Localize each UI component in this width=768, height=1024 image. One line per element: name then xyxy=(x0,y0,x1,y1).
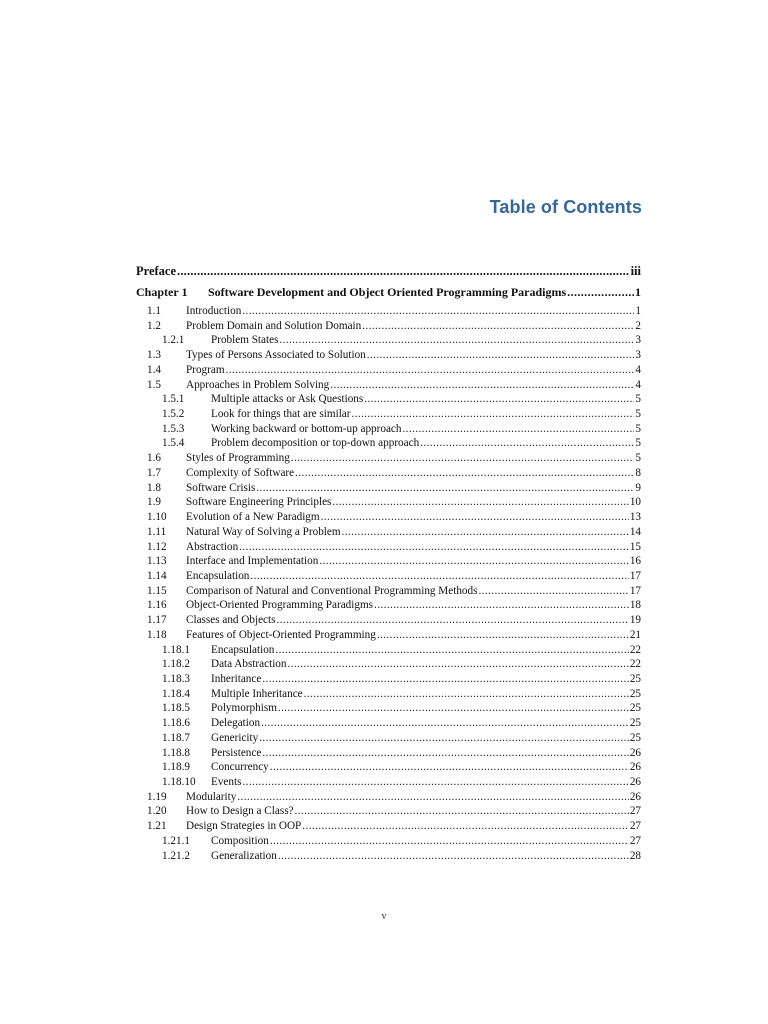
toc-entry[interactable] xyxy=(136,731,641,746)
section-title: Genericity xyxy=(211,731,259,744)
toc-entry[interactable] xyxy=(136,363,641,378)
toc-entry[interactable] xyxy=(136,319,641,334)
section-title: How to Design a Class? xyxy=(186,805,294,818)
section-page: 13 xyxy=(629,511,641,524)
section-page: 3 xyxy=(635,349,641,362)
section-number: 1.20 xyxy=(147,805,167,818)
toc-entry[interactable] xyxy=(136,348,641,363)
section-page: 19 xyxy=(629,614,641,627)
section-title: Polymorphism xyxy=(211,702,277,715)
section-page: 21 xyxy=(629,628,641,641)
section-page: 27 xyxy=(629,820,641,833)
toc-entry[interactable] xyxy=(136,746,641,761)
toc-entry-list xyxy=(136,304,641,863)
chapter-page: 1 xyxy=(635,285,641,299)
preface-page: iii xyxy=(630,264,641,278)
leader-dots xyxy=(291,451,635,466)
section-title: Comparison of Natural and Conventional Programming Methods xyxy=(186,584,478,597)
toc-entry[interactable] xyxy=(136,834,641,849)
section-number: 1.9 xyxy=(147,496,161,509)
section-title: Look for things that are similar xyxy=(211,408,351,421)
section-title: Features of Object-Oriented Programming xyxy=(186,628,376,641)
section-title: Encapsulation xyxy=(211,643,275,656)
section-page: 2 xyxy=(635,319,641,332)
section-title: Events xyxy=(211,776,242,788)
leader-dots xyxy=(250,569,628,584)
toc-entry[interactable] xyxy=(136,628,641,643)
section-number: 1.21.2 xyxy=(162,849,190,862)
leader-dots xyxy=(478,584,628,599)
leader-dots xyxy=(226,363,635,378)
section-title: Generalization xyxy=(211,849,277,862)
toc-entry[interactable] xyxy=(136,819,641,834)
section-page: 25 xyxy=(629,702,641,715)
toc-entry[interactable] xyxy=(136,540,641,555)
toc-entry[interactable] xyxy=(136,392,641,407)
section-page: 25 xyxy=(629,731,641,744)
section-number: 1.5.2 xyxy=(162,408,185,421)
leader-dots xyxy=(261,716,629,731)
leader-dots xyxy=(237,790,628,805)
toc-entry[interactable] xyxy=(136,333,641,348)
section-number: 1.12 xyxy=(147,540,167,553)
leader-dots xyxy=(262,746,628,761)
section-number: 1.15 xyxy=(147,584,167,597)
section-title: Modularity xyxy=(186,790,237,803)
section-title: Inheritance xyxy=(211,672,262,685)
section-page: 5 xyxy=(635,437,641,450)
leader-dots xyxy=(177,260,630,282)
section-number: 1.5.4 xyxy=(162,437,185,450)
section-number: 1.18.3 xyxy=(162,672,190,685)
section-title: Interface and Implementation xyxy=(186,555,319,568)
toc-entry[interactable] xyxy=(136,422,641,437)
leader-dots xyxy=(256,481,634,496)
toc-entry[interactable] xyxy=(136,495,641,510)
section-title: Composition xyxy=(211,834,269,847)
toc-entry[interactable] xyxy=(136,657,641,672)
leader-dots xyxy=(374,598,629,613)
page-number: v xyxy=(381,911,387,922)
section-number: 1.4 xyxy=(147,363,161,376)
section-number: 1.1 xyxy=(147,305,161,317)
section-title: Working backward or bottom-up approach xyxy=(211,422,402,435)
section-number: 1.21 xyxy=(147,820,167,833)
leader-dots xyxy=(352,407,635,422)
section-title: Encapsulation xyxy=(186,569,250,582)
leader-dots xyxy=(402,422,634,437)
section-page: 5 xyxy=(635,408,641,421)
leader-dots xyxy=(319,554,628,569)
section-page: 25 xyxy=(629,672,641,685)
section-number: 1.18.1 xyxy=(162,643,190,656)
section-title: Delegation xyxy=(211,717,261,730)
toc-entry[interactable] xyxy=(136,687,641,702)
leader-dots xyxy=(321,510,629,525)
section-title: Complexity of Software xyxy=(186,466,295,479)
section-number: 1.16 xyxy=(147,599,167,612)
leader-dots xyxy=(304,687,629,702)
leader-dots xyxy=(242,775,628,790)
section-number: 1.17 xyxy=(147,614,167,627)
section-page: 10 xyxy=(629,496,641,509)
section-number: 1.6 xyxy=(147,452,161,465)
section-page: 18 xyxy=(629,599,641,612)
leader-dots xyxy=(278,849,629,864)
section-number: 1.3 xyxy=(147,349,161,362)
section-title: Natural Way of Solving a Problem xyxy=(186,525,341,538)
leader-dots xyxy=(295,466,634,481)
section-number: 1.18.6 xyxy=(162,717,190,730)
section-number: 1.18.7 xyxy=(162,731,190,744)
section-title: Types of Persons Associated to Solution xyxy=(186,349,366,362)
section-number: 1.5 xyxy=(147,378,161,391)
section-title: Object-Oriented Programming Paradigms xyxy=(186,599,374,612)
leader-dots xyxy=(342,525,629,540)
section-page: 26 xyxy=(629,761,641,774)
section-title: Classes and Objects xyxy=(186,614,276,627)
section-page: 14 xyxy=(629,525,641,538)
toc-entry[interactable] xyxy=(136,451,641,466)
leader-dots xyxy=(242,304,634,319)
chapter-number: Chapter 1 xyxy=(136,285,188,299)
section-number: 1.5.1 xyxy=(162,393,185,406)
section-title: Design Strategies in OOP xyxy=(186,820,302,833)
toc-entry-chapter-1[interactable] xyxy=(136,282,641,302)
section-number: 1.2.1 xyxy=(162,334,185,347)
section-page: 4 xyxy=(635,363,641,376)
toc-entry[interactable] xyxy=(136,804,641,819)
section-number: 1.2 xyxy=(147,319,161,332)
section-page: 22 xyxy=(629,643,641,656)
leader-dots xyxy=(279,333,634,348)
section-page: 9 xyxy=(635,481,641,494)
toc-entry[interactable] xyxy=(136,304,641,319)
preface-title: Preface xyxy=(136,264,177,278)
toc-heading: Table of Contents xyxy=(489,197,642,217)
toc-entry[interactable] xyxy=(136,716,641,731)
leader-dots xyxy=(420,436,634,451)
leader-dots xyxy=(295,804,629,819)
section-number: 1.8 xyxy=(147,481,161,494)
section-page: 16 xyxy=(629,555,641,568)
leader-dots xyxy=(270,760,629,775)
toc-entry[interactable] xyxy=(136,407,641,422)
section-number: 1.10 xyxy=(147,511,167,524)
leader-dots xyxy=(364,392,634,407)
leader-dots xyxy=(276,613,628,628)
toc-entry[interactable] xyxy=(136,510,641,525)
section-title: Software Engineering Principles xyxy=(186,496,332,509)
leader-dots xyxy=(278,701,629,716)
toc-entry[interactable] xyxy=(136,569,641,584)
section-page: 15 xyxy=(629,540,641,553)
section-title: Evolution of a New Paradigm xyxy=(186,511,320,524)
toc-entry[interactable] xyxy=(136,584,641,599)
section-number: 1.18 xyxy=(147,628,167,641)
section-page: 17 xyxy=(629,569,641,582)
section-title: Concurrency xyxy=(211,761,269,774)
toc-entry[interactable] xyxy=(136,643,641,658)
leader-dots xyxy=(239,540,629,555)
toc-entry[interactable] xyxy=(136,701,641,716)
toc-entry[interactable] xyxy=(136,525,641,540)
section-page: 22 xyxy=(629,658,641,671)
section-number: 1.18.2 xyxy=(162,658,190,671)
section-number: 1.18.5 xyxy=(162,702,190,715)
section-title: Program xyxy=(186,363,225,376)
toc-entry[interactable] xyxy=(136,672,641,687)
section-title: Problem decomposition or top-down approach xyxy=(211,437,420,450)
section-page: 5 xyxy=(635,393,641,406)
section-number: 1.14 xyxy=(147,569,167,582)
toc-entry[interactable] xyxy=(136,481,641,496)
leader-dots xyxy=(259,731,629,746)
section-title: Software Crisis xyxy=(186,481,256,494)
section-page: 28 xyxy=(629,849,641,862)
section-number: 1.21.1 xyxy=(162,834,190,847)
section-page: 17 xyxy=(629,584,641,597)
section-page: 4 xyxy=(635,378,641,391)
section-title: Data Abstraction xyxy=(211,658,287,671)
section-number: 1.18.4 xyxy=(162,687,190,700)
toc-entry[interactable] xyxy=(136,598,641,613)
section-page: 27 xyxy=(629,834,641,847)
section-number: 1.7 xyxy=(147,466,161,479)
leader-dots xyxy=(330,378,634,393)
toc-entry[interactable] xyxy=(136,760,641,775)
section-page: 26 xyxy=(629,790,641,803)
section-page: 8 xyxy=(635,466,641,479)
toc-entry-preface[interactable] xyxy=(136,260,641,282)
section-number: 1.18.10 xyxy=(162,776,196,788)
toc-entry[interactable] xyxy=(136,554,641,569)
section-title: Multiple attacks or Ask Questions xyxy=(211,393,364,406)
toc-entry[interactable] xyxy=(136,775,641,790)
section-title: Problem Domain and Solution Domain xyxy=(186,319,362,332)
toc-entry[interactable] xyxy=(136,790,641,805)
section-number: 1.5.3 xyxy=(162,422,185,435)
toc-entry[interactable] xyxy=(136,613,641,628)
toc-entry[interactable] xyxy=(136,466,641,481)
toc-entry[interactable] xyxy=(136,849,641,864)
section-title: Persistence xyxy=(211,746,262,759)
section-title: Problem States xyxy=(211,334,279,347)
section-number: 1.13 xyxy=(147,555,167,568)
section-page: 25 xyxy=(629,687,641,700)
section-number: 1.11 xyxy=(147,525,167,538)
leader-dots xyxy=(362,319,634,334)
section-title: Approaches in Problem Solving xyxy=(186,378,330,391)
section-page: 3 xyxy=(635,334,641,347)
section-page: 5 xyxy=(635,422,641,435)
section-title: Styles of Programming xyxy=(186,452,290,465)
section-page: 27 xyxy=(629,805,641,818)
toc-entry[interactable] xyxy=(136,378,641,393)
section-page: 26 xyxy=(629,776,641,788)
section-page: 5 xyxy=(635,452,641,465)
section-number: 1.19 xyxy=(147,790,167,803)
table-of-contents xyxy=(136,260,641,863)
leader-dots xyxy=(367,348,635,363)
leader-dots xyxy=(275,643,628,658)
leader-dots xyxy=(270,834,629,849)
section-page: 1 xyxy=(635,305,641,317)
section-number: 1.18.9 xyxy=(162,761,190,774)
chapter-title: Software Development and Object Oriented Programming Paradigms xyxy=(208,285,567,299)
leader-dots xyxy=(288,657,629,672)
section-number: 1.18.8 xyxy=(162,746,190,759)
leader-dots xyxy=(302,819,629,834)
section-title: Introduction xyxy=(186,305,242,317)
leader-dots xyxy=(332,495,628,510)
leader-dots xyxy=(567,282,634,302)
section-page: 25 xyxy=(629,717,641,730)
section-page: 26 xyxy=(629,746,641,759)
toc-entry[interactable] xyxy=(136,436,641,451)
section-title: Abstraction xyxy=(186,540,239,553)
section-title: Multiple Inheritance xyxy=(211,687,303,700)
leader-dots xyxy=(262,672,629,687)
leader-dots xyxy=(377,628,629,643)
